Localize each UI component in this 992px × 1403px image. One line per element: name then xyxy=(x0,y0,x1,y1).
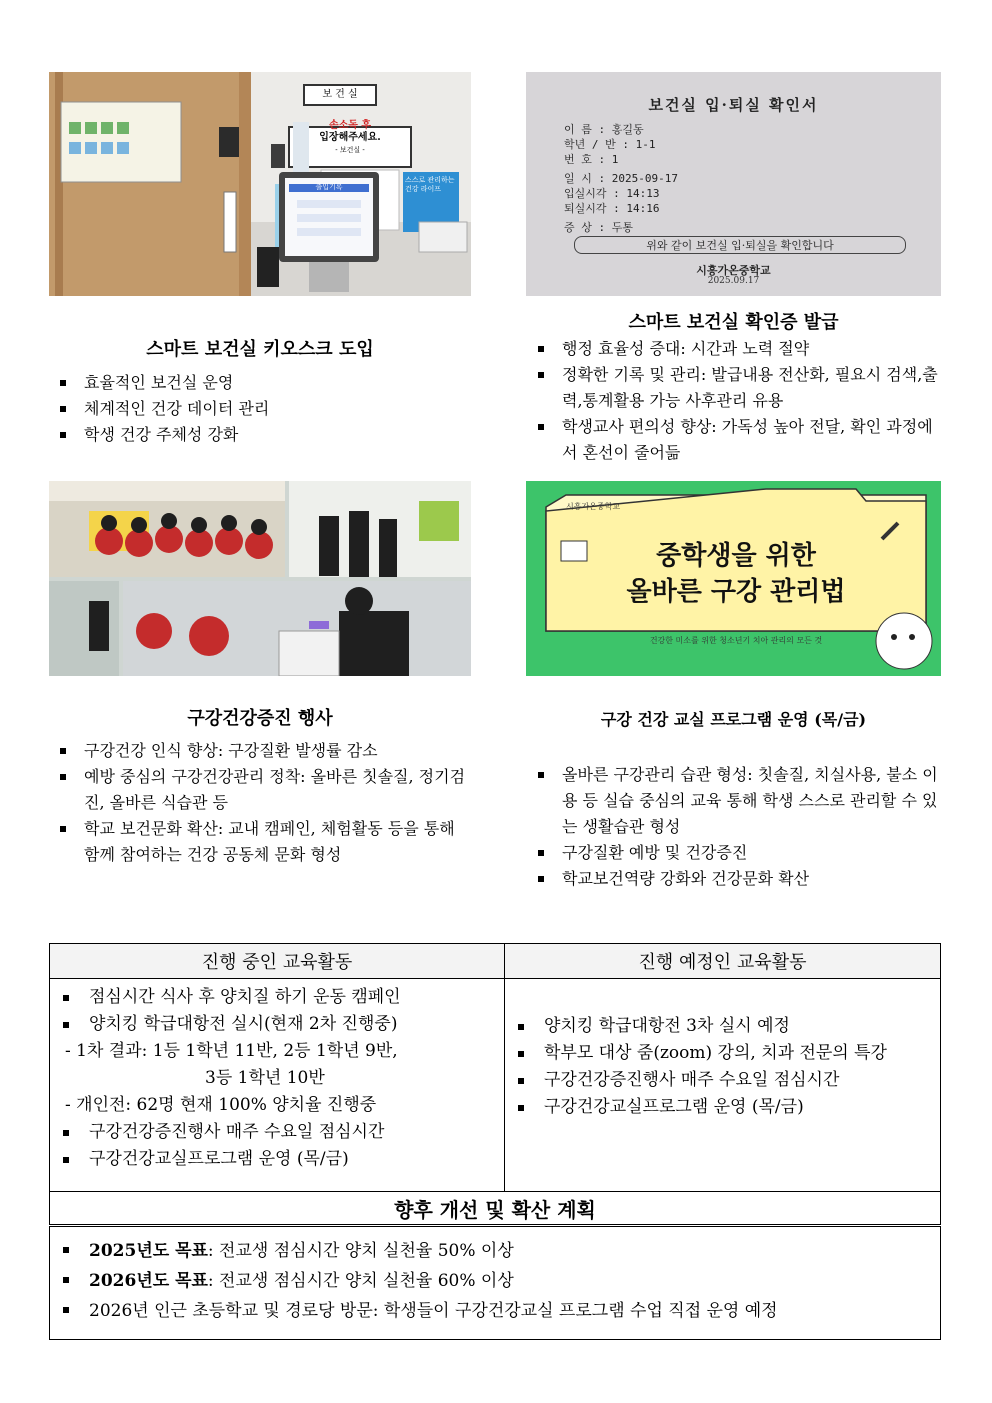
plan-cell xyxy=(50,1226,941,1340)
detail-line: - 1차 결과: 1등 1학년 11반, 2등 1학년 9반, xyxy=(65,1041,398,1061)
plan-item: 2026년도 목표: 전교생 점심시간 양치 실천율 60% 이상 xyxy=(51,1266,939,1296)
kiosk-list xyxy=(50,370,470,448)
list-item: 학생교사 편의성 향상: 가독성 높아 전달, 확인 과정에서 혼선이 줄어듦 xyxy=(528,414,938,466)
certificate-confirm: 위와 같이 보건실 입·퇴실을 확인합니다 xyxy=(574,236,906,254)
list-item: 양치킹 학급대항전 실시(현재 2차 진행중) xyxy=(51,1011,503,1038)
poster-subtitle: 건강한 미소를 위한 청소년기 치아 관리의 모든 것 xyxy=(649,636,823,645)
planned-header: 진행 예정인 교육활동 xyxy=(505,944,941,979)
certificate-school: 시흥가온중학교 xyxy=(696,264,771,277)
list-item: 구강건강교실프로그램 운영 (목/금) xyxy=(506,1094,939,1121)
list-item: 구강건강증진행사 매주 수요일 점심시간 xyxy=(51,1119,503,1146)
list-item: 학생 건강 주체성 강화 xyxy=(50,422,470,448)
event-photo xyxy=(49,481,471,676)
event-heading: 구강건강증진 행사 xyxy=(187,708,333,729)
kiosk-photo xyxy=(49,72,471,296)
classroom-list xyxy=(528,762,938,892)
kiosk-heading: 스마트 보건실 키오스크 도입 xyxy=(146,339,374,360)
cert-row: 일 시 : 2025-09-17 xyxy=(564,172,678,185)
certificate-date: 2025.09.17 xyxy=(707,276,760,286)
certificate-rows xyxy=(564,122,678,235)
notice-line3: - 보건실 - xyxy=(335,146,365,154)
event-list xyxy=(50,738,470,868)
detail-item: - 개인전: 62명 현재 100% 양치율 진행중 xyxy=(65,1095,377,1115)
certificate-list xyxy=(528,336,938,466)
kiosk-screen-title: 출입기록 xyxy=(315,183,343,191)
plan-item: 2026년 인근 초등학교 및 경로당 방문: 학생들이 구강건강교실 프로그램 수업 직접 운영 예정 xyxy=(51,1296,939,1326)
poster-label: 스스로 관리하는 건강 라이프 xyxy=(405,176,455,193)
oral-care-poster xyxy=(526,481,941,676)
certificate-photo xyxy=(526,72,941,296)
list-item: 학부모 대상 줌(zoom) 강의, 치과 전문의 특강 xyxy=(506,1040,939,1067)
certificate-heading: 스마트 보건실 확인증 발급 xyxy=(628,312,839,333)
planned-list xyxy=(506,1009,939,1161)
planned-cell xyxy=(505,979,941,1192)
ongoing-list xyxy=(51,980,503,1177)
cert-row: 이 름 : 홍길동 xyxy=(564,123,644,136)
list-item: 체계적인 건강 데이터 관리 xyxy=(50,396,470,422)
list-item: 구강건강증진행사 매주 수요일 점심시간 xyxy=(506,1067,939,1094)
cert-row: 퇴실시각 : 14:16 xyxy=(564,202,660,215)
poster-title-line1: 중학생을 위한 xyxy=(656,541,816,571)
notice-line1: 손소독 후 xyxy=(328,120,372,131)
list-item: 점심시간 식사 후 양치질 하기 운동 캠페인 xyxy=(51,984,503,1011)
poster-title-line2: 올바른 구강 관리법 xyxy=(626,577,846,607)
list-item: 학교 보건문화 확산: 교내 캠페인, 체험활동 등을 통해 함께 참여하는 건강 공동체 문화 형성 xyxy=(50,816,470,868)
plan-list xyxy=(51,1228,939,1330)
cert-row: 증 상 : 두통 xyxy=(564,221,633,234)
cert-row: 학년 / 반 : 1-1 xyxy=(564,138,656,151)
hand-sanitize-notice xyxy=(289,120,411,156)
ongoing-header: 진행 중인 교육활동 xyxy=(50,944,505,979)
list-item: 행정 효율성 증대: 시간과 노력 절약 xyxy=(528,336,938,362)
poster-school: 시흥가온중학교 xyxy=(566,502,621,511)
ongoing-cell xyxy=(50,979,505,1192)
list-item: 구강건강교실프로그램 운영 (목/금) xyxy=(51,1146,503,1173)
detail-item xyxy=(51,1038,503,1092)
detail-line: 3등 1학년 10반 xyxy=(205,1068,325,1088)
activities-table xyxy=(49,943,941,1340)
list-item: 예방 중심의 구강건강관리 정착: 올바른 칫솔질, 정기검진, 올바른 식습관 등 xyxy=(50,764,470,816)
list-item: 학교보건역량 강화와 건강문화 확산 xyxy=(528,866,938,892)
door-sign: 보 건 실 xyxy=(303,84,377,106)
cert-row: 번 호 : 1 xyxy=(564,153,619,166)
list-item: 구강질환 예방 및 건강증진 xyxy=(528,840,938,866)
classroom-heading: 구강 건강 교실 프로그램 운영 (목/금) xyxy=(600,710,867,729)
list-item: 구강건강 인식 향상: 구강질환 발생률 감소 xyxy=(50,738,470,764)
cert-row: 입실시각 : 14:13 xyxy=(564,187,660,200)
certificate-title: 보건실 입·퇴실 확인서 xyxy=(648,96,819,114)
plan-header: 향후 개선 및 확산 계획 xyxy=(50,1192,941,1226)
list-item: 효율적인 보건실 운영 xyxy=(50,370,470,396)
plan-item: 2025년도 목표: 전교생 점심시간 양치 실천율 50% 이상 xyxy=(51,1236,939,1266)
list-item: 정확한 기록 및 관리: 발급내용 전산화, 필요시 검색,출력,통계활용 가능 사후관리 유용 xyxy=(528,362,938,414)
list-item: 올바른 구강관리 습관 형성: 칫솔질, 치실사용, 불소 이용 등 실습 중심의 교육 통해 학생 스스로 관리할 수 있는 생활습관 형성 xyxy=(528,762,938,840)
list-item: 양치킹 학급대항전 3차 실시 예정 xyxy=(506,1013,939,1040)
notice-line2: 입장해주세요. xyxy=(319,132,381,143)
